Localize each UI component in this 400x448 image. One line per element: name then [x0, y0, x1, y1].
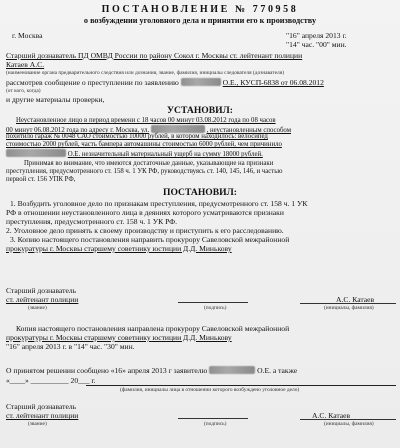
message-text: рассмотрев сообщение о преступлении по заявлению [6, 78, 179, 87]
message-hint: (от кого, когда) [6, 88, 41, 94]
signature-hint-1: (подпись) [204, 305, 227, 311]
signature-hint-2: (подпись) [204, 421, 227, 427]
signer-1-rank-hint: (звание) [28, 305, 47, 311]
para-8: первой ст. 156 УПК РФ, [6, 176, 76, 183]
redacted-name [181, 78, 221, 86]
document-subtitle: о возбуждении уголовного дела и принятии его к производству [83, 16, 317, 25]
para-1: Неустановленное лицо в период времени с 18 часов 00 минут 03.08.2012 года по 08 часов [16, 117, 276, 124]
signer-2-name: А.С. Катаев [312, 411, 351, 420]
document-title: ПОСТАНОВЛЕНИЕ № 770958 [101, 4, 299, 15]
signer-2-title: Старший дознаватель [6, 402, 77, 411]
copy-line-1: Копия настоящего постановления направлена прокурору Савеловской межрайонной [16, 324, 290, 333]
decision-1c: преступления, предусмотренного ст. 158 ч. 1 УК РФ. [6, 217, 178, 226]
para-3: похитило гараж № 0048 САО стоимостью 10000 рублей, в котором находилось: велосипед [6, 133, 268, 140]
signer-1-title: Старший дознаватель [6, 286, 77, 295]
name-hint-1: (инициалы, фамилия) [324, 305, 374, 311]
message-line-1 [6, 78, 324, 87]
name-line-2 [300, 419, 396, 420]
message-ref: О.Е., КУСП-6838 от 06.08.2012 [222, 78, 324, 87]
para-4: стоимостью 2000 рублей, часть бампера автомашины стоимостью 6000 рублей, чем причинило [6, 141, 282, 148]
notification-text: О принятом решении сообщено «16» апреля 2013 г заявителю [6, 366, 208, 375]
copy-line-2: прокуратуры г. Москвы старшему советнику юстиции Д.Д. Минькову [6, 333, 232, 342]
copy-line-3: "16" апреля 2013 г. в "14" час. "30" мин. [6, 342, 135, 351]
author-line-2: Катаев А.С. [6, 60, 45, 69]
para-2-tail: , неустановленным способом [206, 127, 292, 134]
city: г. Москва [12, 31, 43, 40]
decision-2: 2. Уголовное дело принять к своему производству и приступить к его расследованию. [6, 226, 284, 235]
decision-1b: РФ в отношении неустановленного лица в деяниях которого усматриваются признаки [6, 208, 284, 217]
name-line-1 [300, 303, 396, 304]
para-5 [6, 149, 263, 159]
notification-line-1 [6, 366, 297, 375]
signer-1-name: А.С. Катаев [336, 295, 375, 304]
signer-2-rank: ст. лейтенант полиции [6, 411, 79, 420]
section-decided: ПОСТАНОВИЛ: [163, 187, 237, 198]
para-2-text: 00 минут 06.08.2012 года по адресу г. Москва, ул. [6, 127, 150, 134]
message-line-2: и другие материалы проверки, [6, 95, 105, 104]
signer-2-rank-hint: (звание) [28, 421, 47, 427]
notification-tail: О.Е. а также [257, 366, 298, 375]
para-5-text: О.Е. незначительный материальный ущерб на сумму 18000 рублей. [67, 151, 263, 158]
notification-hint: (фамилия, инициалы лица в отношении которого возбуждено уголовное дело) [120, 387, 300, 393]
time-line: "14" час. "00" мин. [286, 40, 347, 49]
redacted-address [151, 125, 205, 133]
signature-line-1 [178, 302, 248, 303]
notification-date: «____» __________ 20___ г. [6, 376, 96, 385]
para-6: Принимая во внимание, что имеются достаточные данные, указывающие на признаки [24, 160, 274, 167]
redacted-applicant [209, 366, 255, 374]
author-line-1: Старший дознаватель ПД ОМВД России по району Сокол г. Москвы ст. лейтенант полиции [6, 51, 303, 60]
redacted-victim [6, 149, 66, 157]
section-established: УСТАНОВИЛ: [167, 105, 233, 116]
signer-1-rank: ст. лейтенант полиции [6, 295, 79, 304]
decision-3a: 3. Копию настоящего постановления направить прокурору Савеловской межрайонной [10, 235, 290, 244]
decision-1a: 1. Возбудить уголовное дело по признакам преступления, предусмотренного ст. 158 ч. 1 УК [10, 199, 308, 208]
date-line: "16" апреля 2013 г. [286, 31, 347, 40]
para-7: преступления, предусмотренного ст. 158 ч. 1 УК РФ, руководствуясь ст. 140, 145, 146, и частью [6, 168, 283, 175]
decision-3b: прокуратуры г. Москвы старшему советнику юстиции Д.Д. Минькову [6, 244, 232, 253]
notification-rule [86, 385, 396, 386]
signature-line-2 [178, 418, 248, 419]
author-hint: (наименование органа предварительного следствия или дознания, звание, фамилия, инициалы следователя (дознавателя) [6, 70, 284, 76]
name-hint-2: (инициалы, фамилия) [324, 421, 374, 427]
